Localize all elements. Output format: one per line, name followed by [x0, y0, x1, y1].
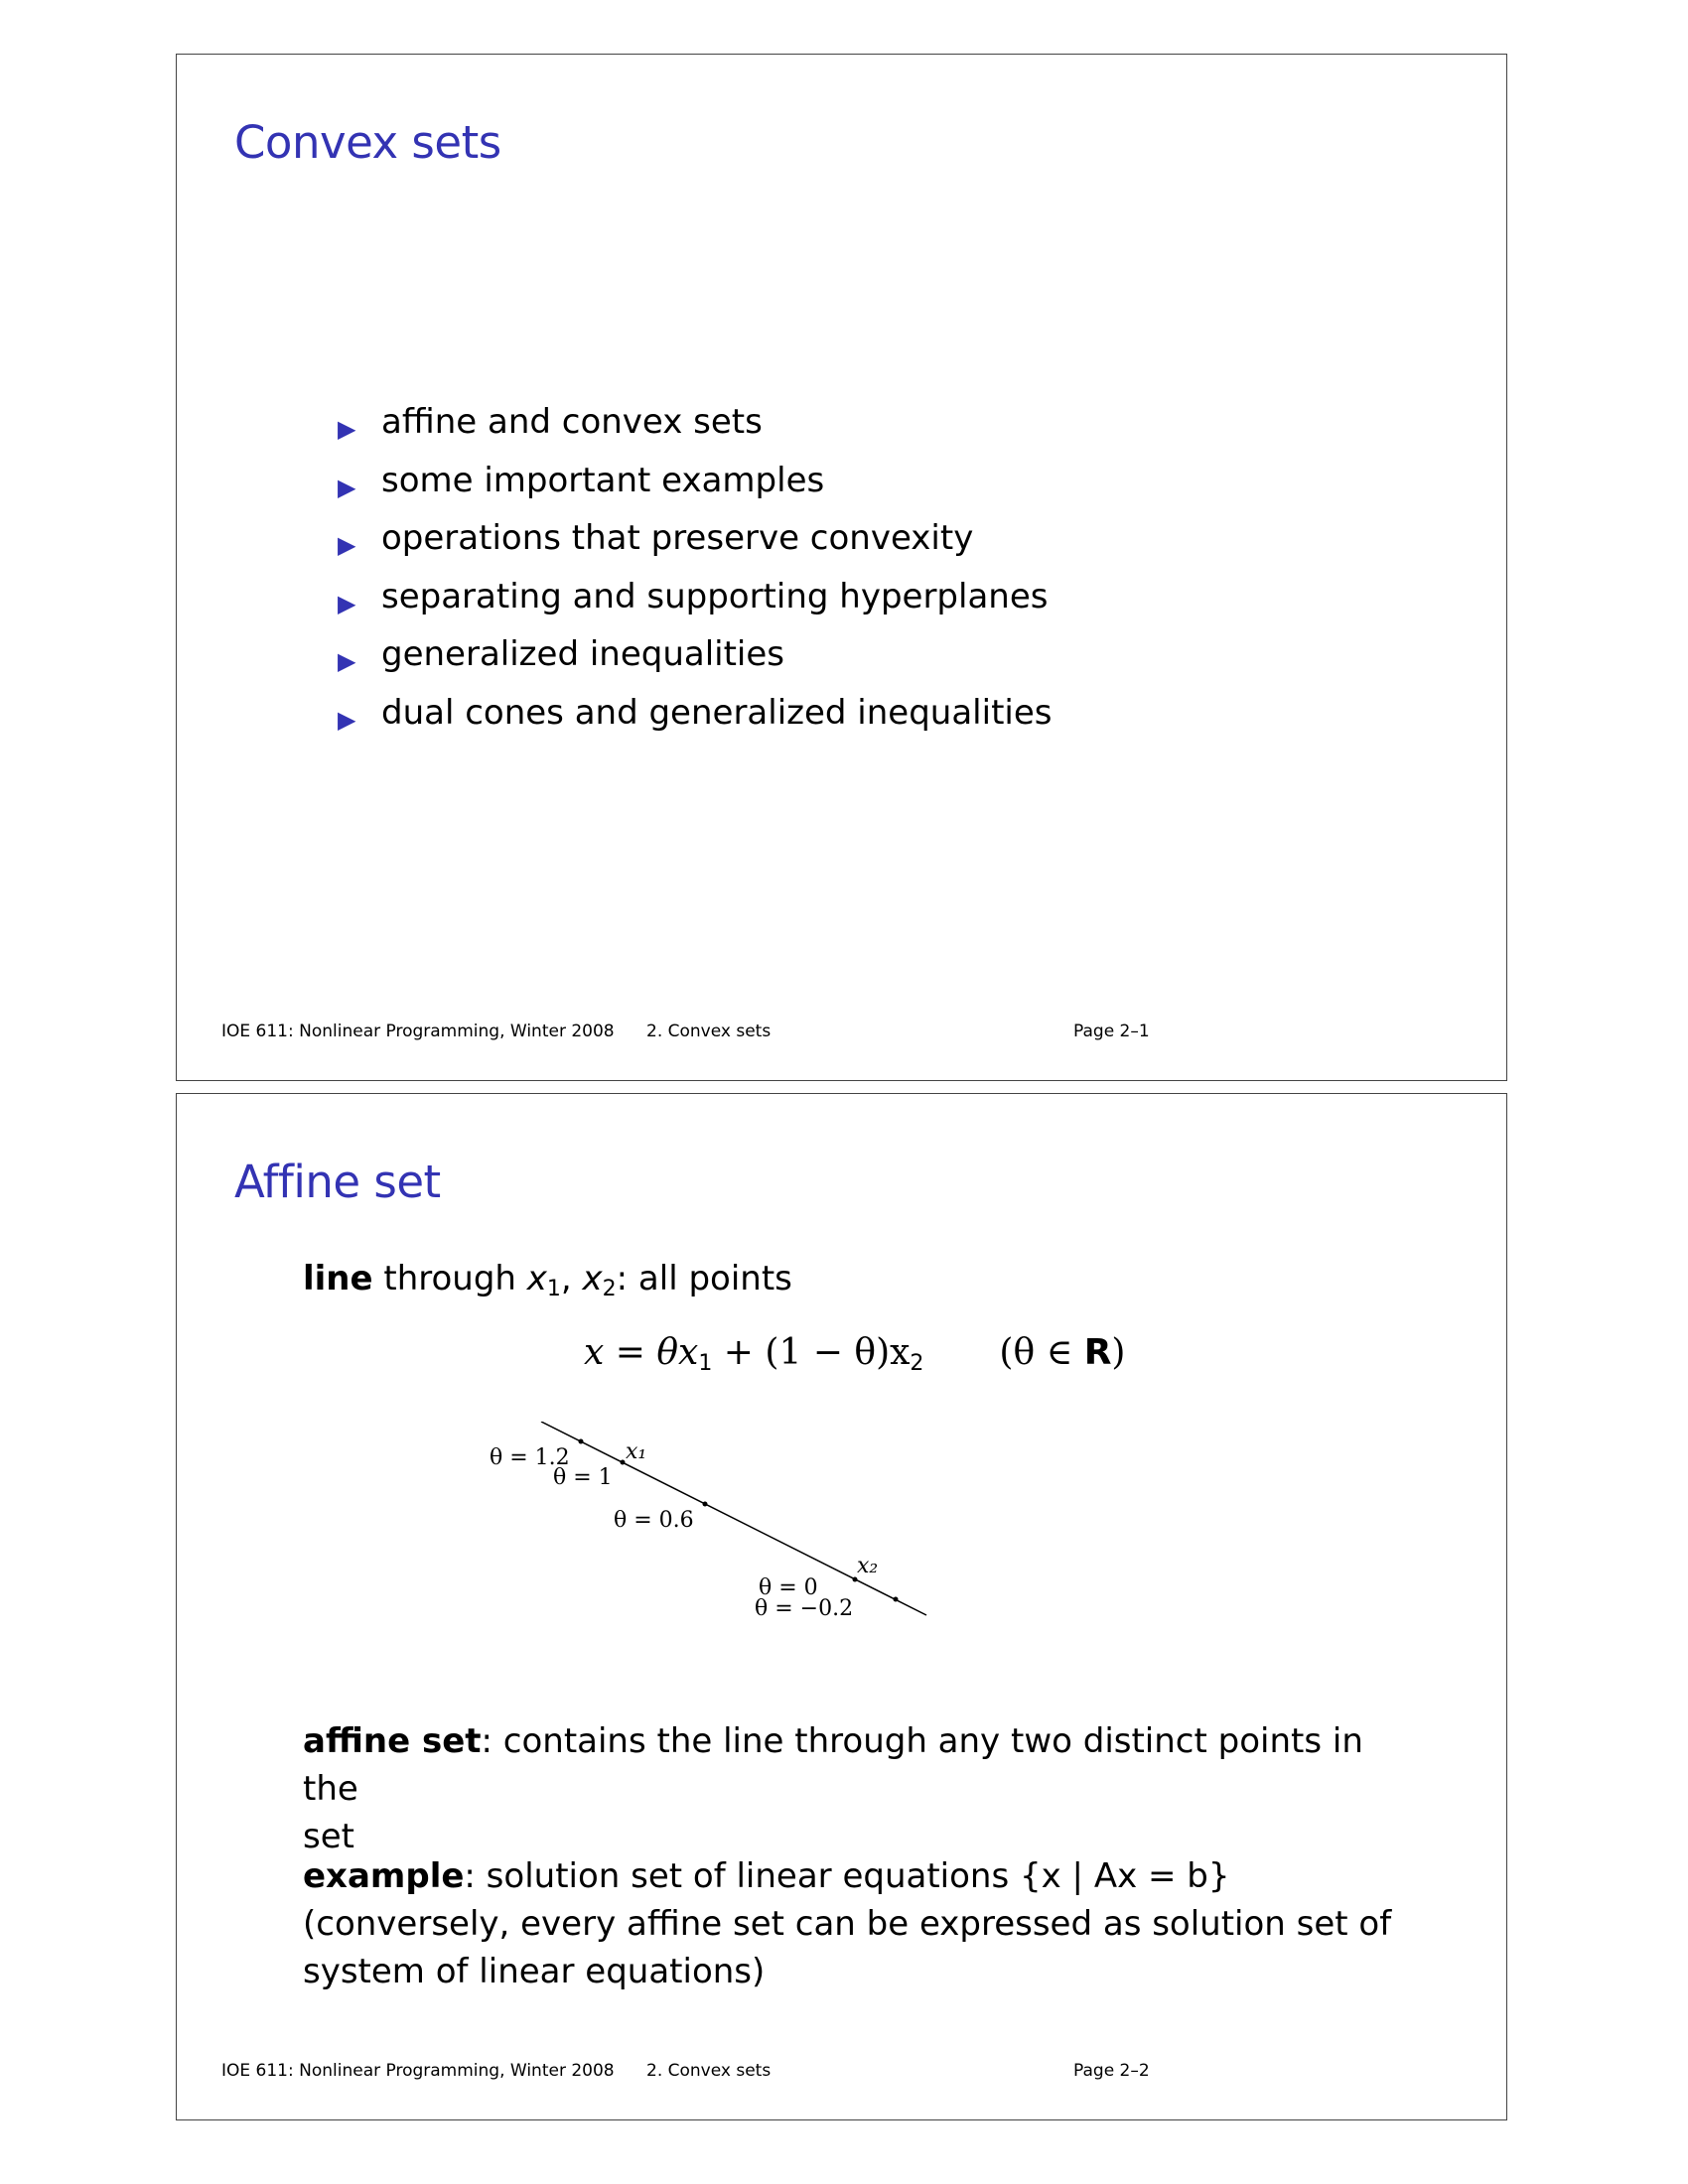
- footer-page-number: Page 2–2: [1073, 2061, 1150, 2081]
- list-item: ▶ dual cones and generalized inequalities: [338, 693, 1052, 751]
- slide-convex-sets: [176, 54, 1507, 1081]
- footer-course: IOE 611: Nonlinear Programming, Winter 2008: [221, 2061, 615, 2081]
- list-item: ▶ affine and convex sets: [338, 402, 1052, 461]
- label-theta-0: θ = 0: [759, 1575, 818, 1600]
- label-theta-1: θ = 1: [553, 1465, 613, 1490]
- line-through-points: [541, 1422, 926, 1615]
- triangle-bullet-icon: ▶: [338, 705, 356, 734]
- triangle-bullet-icon: ▶: [338, 589, 356, 617]
- triangle-bullet-icon: ▶: [338, 473, 356, 501]
- line-equation: $x = \theta x_1 + (1 - \theta)x_2$ (θ ∈ R): [584, 1332, 1126, 1376]
- line-figure: [475, 1422, 931, 1650]
- label-x1: x₁: [626, 1439, 647, 1464]
- point-x1: [621, 1460, 626, 1465]
- label-theta-1-2: θ = 1.2: [490, 1445, 570, 1470]
- list-item: ▶ separating and supporting hyperplanes: [338, 577, 1052, 635]
- topic-list: [338, 402, 1052, 751]
- point-theta-0-6: [703, 1502, 708, 1507]
- triangle-bullet-icon: ▶: [338, 531, 356, 560]
- affine-set-example: example: solution set of linear equations {x | Ax = b} (conversely, every affine set can be expressed as solution set of system of linear equations): [303, 1856, 1392, 1991]
- slide-title: Convex sets: [234, 116, 501, 169]
- triangle-bullet-icon: ▶: [338, 415, 356, 443]
- label-theta-0-6: θ = 0.6: [614, 1508, 694, 1533]
- slide-title: Affine set: [234, 1156, 441, 1208]
- triangle-bullet-icon: ▶: [338, 647, 356, 676]
- slide-affine-set: [176, 1093, 1507, 2120]
- point-theta-1-2: [579, 1439, 584, 1444]
- footer-chapter: 2. Convex sets: [646, 2061, 772, 2081]
- list-item: ▶ generalized inequalities: [338, 634, 1052, 693]
- list-item: ▶ operations that preserve convexity: [338, 518, 1052, 577]
- footer-course: IOE 611: Nonlinear Programming, Winter 2008: [221, 1022, 615, 1041]
- point-theta-neg-0-2: [894, 1597, 899, 1602]
- list-item: ▶ some important examples: [338, 461, 1052, 519]
- footer-chapter: 2. Convex sets: [646, 1022, 772, 1041]
- label-theta-neg-0-2: θ = −0.2: [755, 1596, 854, 1621]
- label-x2: x₂: [857, 1554, 879, 1578]
- footer-page-number: Page 2–1: [1073, 1022, 1150, 1041]
- affine-set-definition: affine set: contains the line through any two distinct points in the set: [303, 1721, 1363, 1856]
- line-definition: line through $x_1$, $x_2$: all points: [303, 1259, 792, 1301]
